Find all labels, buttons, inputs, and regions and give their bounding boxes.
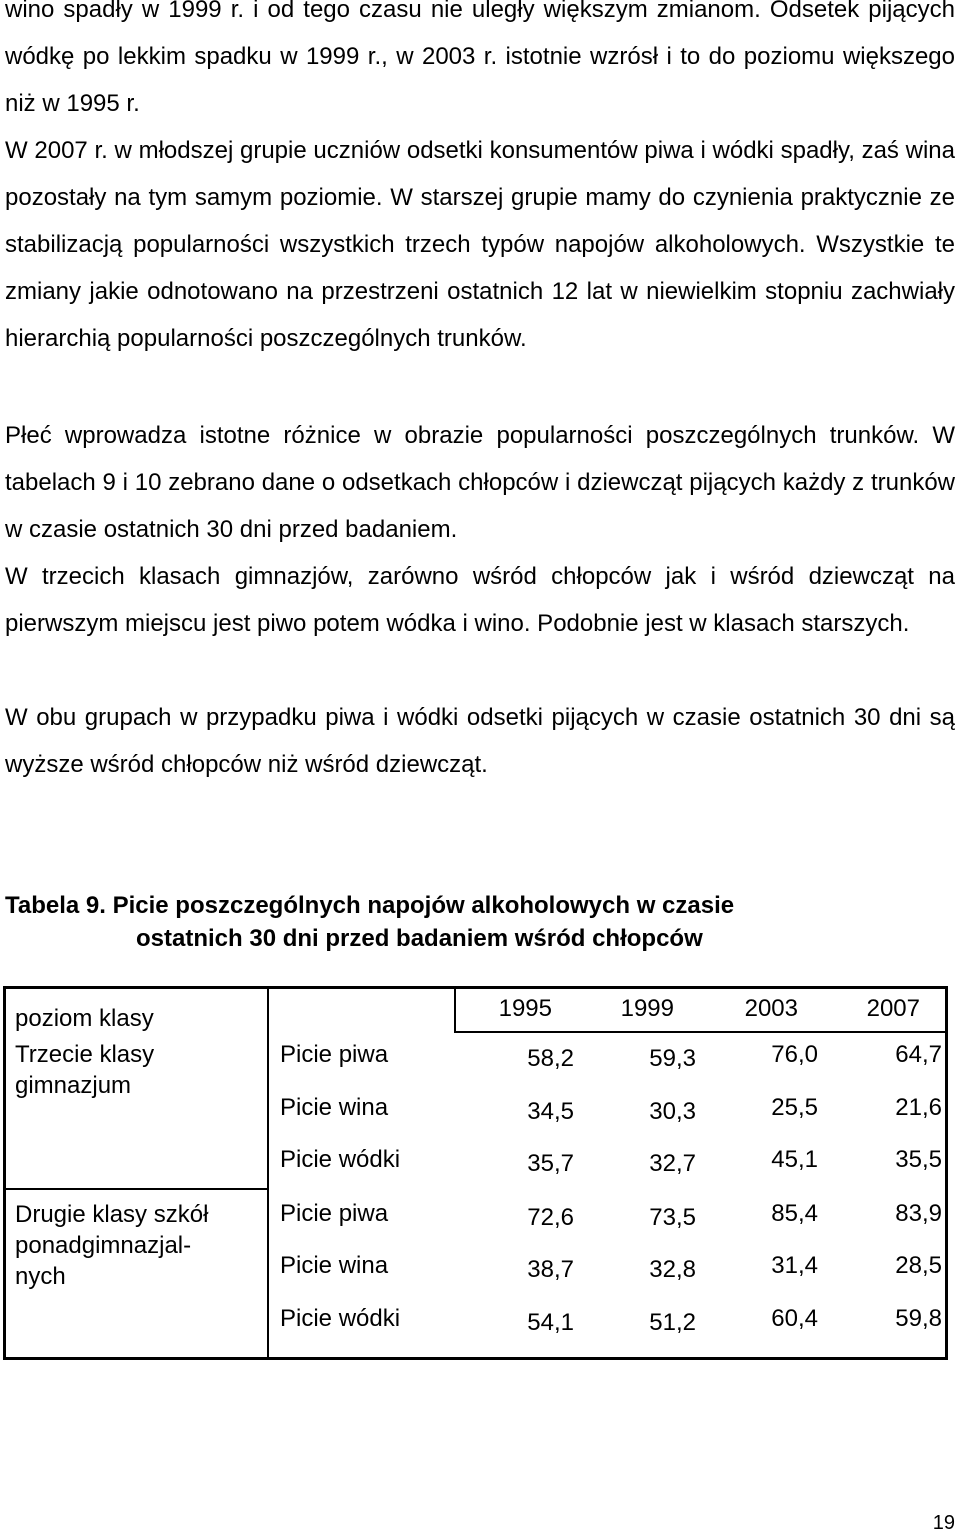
table-cell: 51,2 [649,1309,696,1336]
table-cell: 59,8 [895,1305,942,1332]
table-cell: 34,5 [527,1098,574,1125]
table-cell: 32,8 [649,1256,696,1283]
table-cell: 72,6 [527,1204,574,1231]
level-drugie-klasy [15,1199,208,1292]
level-line: gimnazjum [15,1072,132,1099]
drink-label: Picie wódki [280,1305,401,1332]
paragraph-3: Płeć wprowadza istotne różnice w obrazie popularności poszczególnych trunków. W tabelach 9 i 10 zebrano dane o odsetkach chłopców i dziewcząt pijących każdy z trunków w czasie ostatnich 30 dni przed badaniem. [5,422,955,543]
year-1995: 1995 [498,995,552,1022]
data-table [3,986,948,1360]
table-cell: 21,6 [895,1094,942,1121]
level-line: Trzecie klasy [15,1041,155,1068]
table-cell: 73,5 [649,1204,696,1231]
table-cell: 35,5 [895,1146,942,1173]
drink-label: Picie wódki [280,1146,401,1173]
level-line: Drugie klasy szkół [15,1201,209,1228]
table-cell: 83,9 [895,1200,942,1227]
year-2003: 2003 [744,995,798,1022]
paragraph-1: wino spadły w 1999 r. i od tego czasu nie uległy większym zmianom. Odsetek pijących wódkę po lekkim spadku w 1999 r., w 2003 r. istotnie wzrósł i to do poziomu większego niż w 1995 r. [5,0,955,117]
column-divider-left [267,989,269,1357]
table-title [5,889,955,955]
level-line: ponadgimnazjal- [15,1232,192,1259]
drink-label: Picie piwa [280,1041,389,1068]
drink-label: Picie wina [280,1094,389,1121]
year-1999: 1999 [620,995,674,1022]
table-cell: 45,1 [771,1146,818,1173]
table-cell: 35,7 [527,1150,574,1177]
table-title-line-2: ostatnich 30 dni przed badaniem wśród chłopców [136,925,703,952]
level-line: nych [15,1263,66,1290]
paragraph-4: W trzecich klasach gimnazjów, zarówno wśród chłopców jak i wśród dziewcząt na pierwszym miejscu jest piwo potem wódka i wino. Podobnie jest w klasach starszych. [5,563,955,637]
drink-label: Picie piwa [280,1200,389,1227]
year-2007: 2007 [866,995,920,1022]
table-cell: 32,7 [649,1150,696,1177]
column-divider-years [454,989,456,1033]
group-divider [6,1188,269,1190]
paragraph-5: W obu grupach w przypadku piwa i wódki odsetki pijących w czasie ostatnich 30 dni są wyższe wśród chłopców niż wśród dziewcząt. [5,704,955,778]
table-cell: 64,7 [895,1041,942,1068]
years-underline [454,1031,945,1033]
table-cell: 25,5 [771,1094,818,1121]
header-level-label: poziom klasy [15,1005,154,1032]
table-cell: 58,2 [527,1045,574,1072]
paragraph-2: W 2007 r. w młodszej grupie uczniów odsetki konsumentów piwa i wódki spadły, zaś wina pozostały na tym samym poziomie. W starszej grupie mamy do czynienia praktycznie ze stabilizacją popularności wszystkich trzech typów napojów alkoholowych. Wszystkie te zmiany jakie odnotowano na przestrzeni ostatnich 12 lat w niewielkim stopniu zachwiały hierarchią popularności poszczególnych trunków. [5,137,955,352]
page-number: 19 [932,1512,955,1534]
table-cell: 38,7 [527,1256,574,1283]
table-cell: 54,1 [527,1309,574,1336]
table-cell: 76,0 [771,1041,818,1068]
table-cell: 60,4 [771,1305,818,1332]
drink-label: Picie wina [280,1252,389,1279]
table-cell: 59,3 [649,1045,696,1072]
level-trzecie-klasy [15,1039,154,1101]
table-cell: 31,4 [771,1252,818,1279]
table-cell: 30,3 [649,1098,696,1125]
table-title-line-1: Tabela 9. Picie poszczególnych napojów alkoholowych w czasie [5,892,735,919]
table-cell: 28,5 [895,1252,942,1279]
table-cell: 85,4 [771,1200,818,1227]
